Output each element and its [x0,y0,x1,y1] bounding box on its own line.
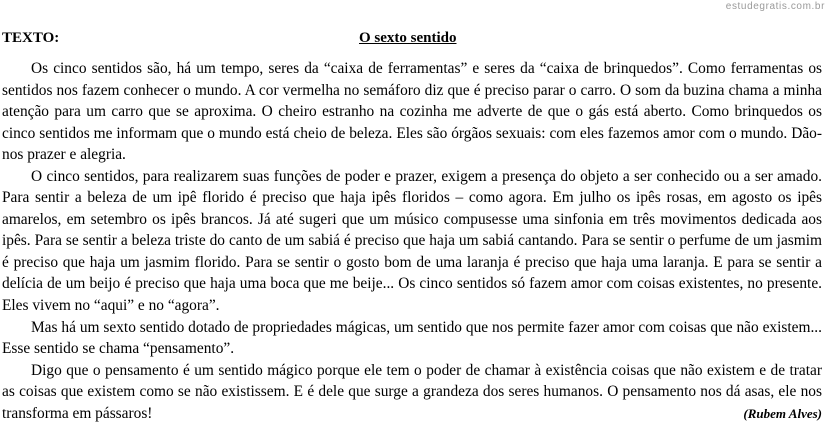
text-body [2,58,822,424]
paragraph-1: Os cinco sentidos são, há um tempo, seres da “caixa de ferramentas” e seres da “caixa de brinquedos”. Como ferramentas os sentidos nos fazem conhecer o mundo. A cor vermelha no semáforo diz que é preciso parar o carro. O som da buzina chama a minha atenção para um carro que se aproxima. O cheiro estranho na cozinha me adverte de que o gás está aberto. Como brinquedos os cinco sentidos me informam que o mundo está cheio de beleza. Eles são órgãos sexuais: com eles fazemos amor com o mundo. Dão-nos prazer e alegria. [2,60,822,164]
paragraph-3: Mas há um sexto sentido dotado de propriedades mágicas, um sentido que nos permite fazer amor com coisas que não existem... Esse sentido se chama “pensamento”. [2,318,822,358]
paragraph-4 [2,360,822,424]
author-credit: (Rubem Alves) [743,405,822,421]
text-title: O sexto sentido [359,30,457,46]
site-watermark: estudegratis.com.br [725,1,825,12]
paragraph-2: O cinco sentidos, para realizarem suas funções de poder e prazer, exigem a presença do objeto a ser conhecido ou a ser amado. Para sentir a beleza de um ipê florido é preciso que haja ipês floridos – como agora. Em julho os ipês rosas, em agosto os ipês amarelos, em setembro os ipês brancos. Já até sugeri que um músico compusesse uma sinfonia em três movimentos dedicada aos ipês. Para se sentir a beleza triste do canto de um sabiá é preciso que haja um sabiá cantando. Para se sentir o perfume de um jasmim é preciso que haja um jasmim florido. Para se sentir o gosto bom de uma laranja é preciso que haja uma laranja. E para se sentir a delícia de um beijo é preciso que haja uma boca que me beije... Os cinco sentidos só fazem amor com coisas existentes, no presente. Eles vivem no “aqui” e no “agora”. [2,167,822,315]
text-label: TEXTO: [2,30,60,46]
text-header [0,30,831,50]
paragraph-4-text: Digo que o pensamento é um sentido mágico porque ele tem o poder de chamar à existência coisas que não existem e de tratar as coisas que existem como se não existissem. E é dele que surge a grandeza dos seres humanos. O pensamento nos dá asas, ele nos transforma em pássaros! [2,361,822,422]
